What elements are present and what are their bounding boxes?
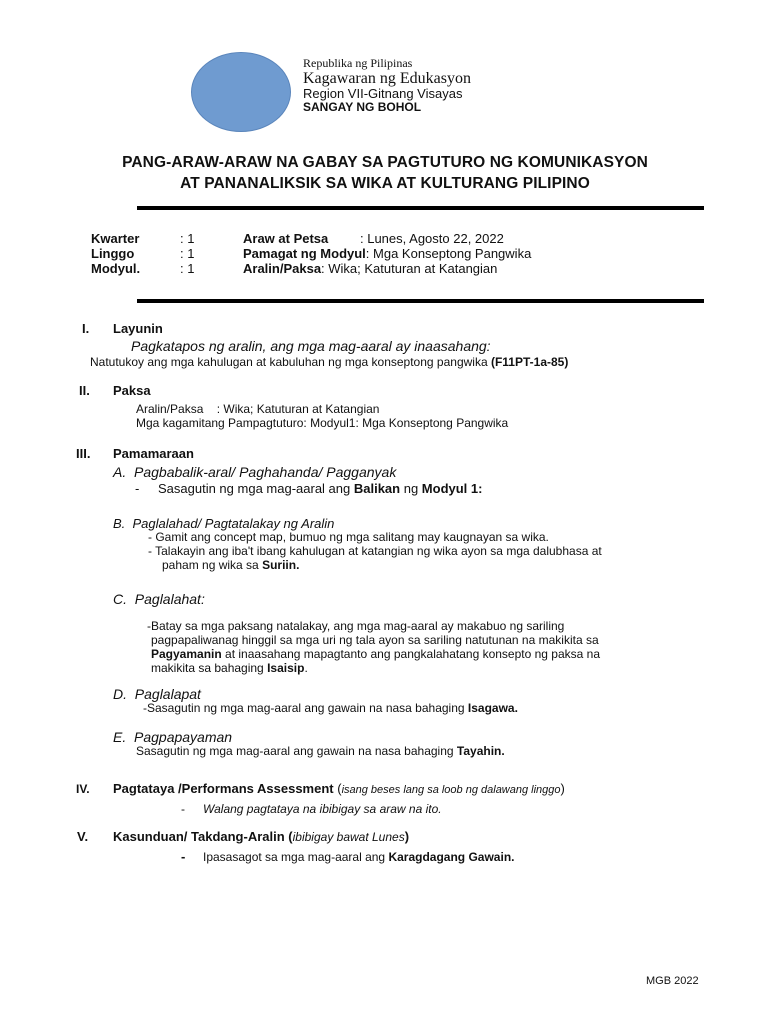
aralin-value: : Wika; Katuturan at Katangian: [321, 261, 498, 276]
section-5-dash: -: [181, 849, 186, 864]
isaisip-term: Isaisip: [267, 661, 305, 675]
step-e-text: [136, 744, 505, 758]
pagyamanin-term: Pagyamanin: [151, 647, 222, 661]
section-3-title: Pamamaraan: [113, 446, 194, 461]
layunin-intro: Pagkatapos ng aralin, ang mga mag-aaral ay inaasahang:: [131, 338, 491, 354]
competency-code: (F11PT-1a-85): [490, 355, 569, 369]
pamagat-row: [243, 246, 531, 261]
kwarter-value: : 1: [180, 231, 195, 246]
section-2-title: Paksa: [113, 383, 151, 398]
header-sangay: SANGAY NG BOHOL: [303, 100, 422, 114]
section-5-note: ibibigay bawat Lunes: [292, 830, 405, 844]
section-5-heading: [113, 829, 409, 844]
header-kagawaran: Kagawaran ng Edukasyon: [303, 70, 471, 87]
step-d-heading: D. Paglalapat: [113, 686, 201, 702]
isagawa-term: Isagawa.: [467, 701, 518, 715]
section-4-heading: [113, 781, 565, 796]
step-a-heading: A. Pagbabalik-aral/ Paghahanda/ Pagganyak: [113, 464, 397, 480]
layunin-objective-text: Natutukoy ang mga kahulugan at kabuluhan ng mga konseptong pangwika: [90, 355, 488, 369]
section-1-title: Layunin: [113, 321, 163, 336]
step-c-heading: C. Paglalahat:: [113, 591, 205, 607]
tayahin-term: Tayahin.: [456, 744, 505, 758]
kwarter-label: Kwarter: [91, 231, 140, 246]
karagdagang-gawain-term: Karagdagang Gawain.: [388, 850, 515, 864]
section-4-note: isang beses lang sa loob ng dalawang linggo: [341, 784, 561, 796]
linggo-value: : 1: [180, 246, 195, 261]
step-b-line1: - Gamit ang concept map, bumuo ng mga salitang may kaugnayan sa wika.: [148, 530, 549, 544]
header-republika: Republika ng Pilipinas: [303, 56, 413, 70]
step-c-line4-text: makikita sa bahaging: [151, 661, 268, 675]
step-b-heading: B. Paglalahad/ Pagtatalakay ng Aralin: [113, 516, 335, 531]
step-a-text: [158, 481, 482, 496]
pamagat-label: Pamagat ng Modyul: [243, 246, 366, 261]
section-3-number: III.: [76, 446, 91, 461]
balikan-term: Balikan: [353, 481, 401, 496]
section-5-number: V.: [77, 829, 89, 844]
araw-label: Araw at Petsa: [243, 231, 329, 246]
pamagat-value: : Mga Konseptong Pangwika: [365, 246, 532, 261]
linggo-label: Linggo: [91, 246, 135, 261]
section-4-text: Walang pagtataya na ibibigay sa araw na ito.: [203, 802, 442, 816]
suriin-term: Suriin.: [262, 558, 300, 572]
aralin-label: Aralin/Paksa: [243, 261, 322, 276]
step-b-line3: [162, 558, 299, 572]
paksa-aralin: Aralin/Paksa : Wika; Katuturan at Katangian: [136, 402, 380, 416]
step-b-line3-text: paham ng wika sa: [162, 558, 263, 572]
section-5-text-part: Ipasasagot sa mga mag-aaral ang: [203, 850, 389, 864]
step-c-line2: pagpapaliwanag hinggil sa mga uri ng tala ayon sa sariling natutunan na makikita sa: [151, 633, 599, 647]
aralin-row: [243, 261, 497, 276]
section-4-dash: -: [181, 802, 185, 816]
step-b-line2: - Talakayin ang iba't ibang kahulugan at katangian ng wika ayon sa mga dalubhasa at: [148, 544, 602, 558]
step-c-line4-end: .: [304, 661, 308, 675]
title-divider: [137, 206, 704, 210]
document-title-line1: PANG-ARAW-ARAW NA GABAY SA PAGTUTURO NG KOMUNIKASYON: [122, 154, 648, 171]
info-divider: [137, 299, 704, 303]
document-title-line2: AT PANANALIKSIK SA WIKA AT KULTURANG PILIPINO: [180, 175, 590, 192]
section-5-text: [203, 850, 514, 864]
step-a-dash: -: [135, 481, 140, 496]
step-c-line1: -Batay sa mga paksang natalakay, ang mga mag-aaral ay makabuo ng sariling: [147, 619, 565, 633]
step-a-text-part1: Sasagutin ng mga mag-aaral ang: [158, 481, 354, 496]
section-2-number: II.: [79, 383, 90, 398]
section-1-number: I.: [82, 321, 90, 336]
layunin-objective: [90, 355, 568, 369]
footer-code: MGB 2022: [646, 975, 699, 987]
section-4-paren-close: ): [560, 781, 565, 796]
section-5-paren-open: (: [284, 829, 293, 844]
paksa-kagamitan: Mga kagamitang Pampagtuturo: Modyul1: Mga Konseptong Pangwika: [136, 416, 509, 430]
section-4-paren-open: (: [333, 781, 342, 796]
modyul-label: Modyul.: [91, 261, 141, 276]
header-region: Region VII-Gitnang Visayas: [303, 86, 463, 101]
section-5-paren-close: ): [404, 829, 410, 844]
araw-value: : Lunes, Agosto 22, 2022: [360, 231, 504, 246]
step-d-text: [143, 701, 518, 715]
modyul-value: : 1: [180, 261, 195, 276]
section-4-title: Pagtataya /Performans Assessment: [113, 781, 334, 796]
step-d-text-part: -Sasagutin ng mga mag-aaral ang gawain na nasa bahaging: [143, 701, 468, 715]
step-c-line3-text: at inaasahang mapagtanto ang pangkalahatang konsepto ng paksa na: [221, 647, 601, 661]
step-a-text-part2: ng: [400, 481, 422, 496]
deped-seal-logo: [191, 52, 291, 132]
step-c-line4: [151, 661, 308, 675]
section-4-number: IV.: [76, 782, 90, 796]
step-e-heading: E. Pagpapayaman: [113, 729, 233, 745]
section-5-title: Kasunduan/ Takdang-Aralin: [113, 829, 285, 844]
step-e-text-part: Sasagutin ng mga mag-aaral ang gawain na nasa bahaging: [136, 744, 457, 758]
step-c-line3: [151, 647, 600, 661]
modyul-1-term: Modyul 1:: [421, 481, 483, 496]
